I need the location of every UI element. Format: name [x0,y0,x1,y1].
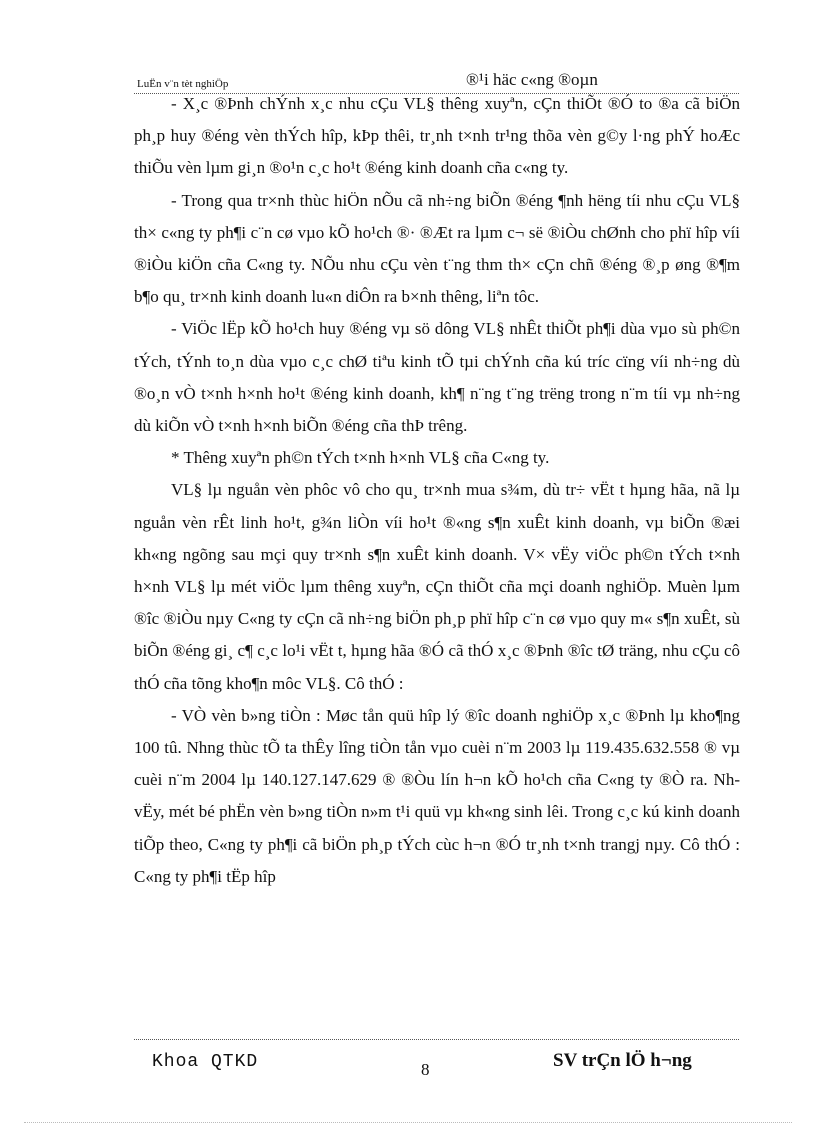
header-thesis-label: LuËn v¨n tèt nghiÖp [137,78,229,90]
paragraph: VL§ lµ nguån vèn phôc vô cho qu¸ tr×nh mua s¾m, dù tr÷ vËt t hµng hãa, nã lµ nguån vèn rÊt linh ho¹t, g¾n liÒn víi ho¹t ®«ng s¶n xuÊt kinh doanh, vµ biÕn ®æi kh«ng ngõng sau mçi quy tr×nh s¶n xuÊt kinh doanh. V× vËy viÖc ph©n tÝch t×nh h×nh VL§ lµ mét viÖc lµm thêng xuyªn, cÇn thiÕt cña mçi doanh nghiÖp. Muèn lµm ®îc ®iÒu nµy C«ng ty cÇn cã nh÷ng biÖn ph¸p phï hîp c¨n cø vµo quy m« s¶n xuÊt, sù biÕn ®éng gi¸ c¶ c¸c lo¹i vËt t, hµng hãa ®Ó cã thÓ x¸c ®Þnh ®îc tØ träng, nhu cÇu cô thÓ cña tõng kho¶n môc VL§. Cô thÓ : [134,480,740,693]
paragraph: * Thêng xuyªn ph©n tÝch t×nh h×nh VL§ cña C«ng ty. [171,448,550,468]
header-university-name: ®¹i häc c«ng ®oµn [466,70,598,89]
footer-faculty: Khoa QTKD [152,1052,259,1072]
footer-student-name: SV trÇn lÖ h¬ng [553,1050,692,1071]
paragraph: - ViÖc lËp kÕ ho¹ch huy ®éng vµ sö dông VL§ nhÊt thiÕt ph¶i dùa vµo sù ph©n tÝch, tÝnh to¸n dùa vµo c¸c chØ tiªu kinh tÕ tµi chÝnh cña kú tríc cïng víi nh÷ng dù ®o¸n vÒ t×nh h×nh ho¹t ®éng kinh doanh, kh¶ n¨ng t¨ng trëng trong n¨m tíi vµ nh÷ng dù kiÕn vÒ t×nh h×nh biÕn ®éng cña thÞ trêng. [134,319,740,436]
paragraph: - Trong qua tr×nh thùc hiÖn nÕu cã nh÷ng biÕn ®éng ¶nh hëng tíi nhu cÇu VL§ th× c«ng ty ph¶i c¨n cø vµo kÕ ho¹ch ®· ®Æt ra lµm c¬ së ®iÒu chØnh cho phï hîp víi ®iÒu kiÖn cña C«ng ty. NÕu nhu cÇu vèn t¨ng thm th× cÇn chñ ®éng ®¸p øng ®¶m b¶o qu¸ tr×nh kinh doanh lu«n diÔn ra b×nh thêng, liªn tôc. [134,190,740,307]
paragraph: - X¸c ®Þnh chÝnh x¸c nhu cÇu VL§ thêng xuyªn, cÇn thiÕt ®Ó to ®a cã biÖn ph¸p huy ®éng vèn thÝch hîp, kÞp thêi, tr¸nh t×nh tr¹ng thõa vèn g©y l·ng phÝ hoÆc thiÕu vèn lµm gi¸n ®o¹n c¸c ho¹t ®éng kinh doanh cña c«ng ty. [134,94,740,178]
footer-divider [134,1039,739,1040]
page-number: 8 [421,1060,430,1079]
paragraph: - VÒ vèn b»ng tiÒn : Møc tån quü hîp lý ®îc doanh nghiÖp x¸c ®Þnh lµ kho¶ng 100 tû. Nhng thùc tÕ ta thÊy lîng tiÒn tån vµo cuèi n¨m 2003 lµ 119.435.632.558 ® vµ cuèi n¨m 2004 lµ 140.127.147.629 ® ®Òu lín h¬n kÕ ho¹ch cña C«ng ty ®Ò ra. Nh vËy, mét bé phËn vèn b»ng tiÒn n»m t¹i quü vµ kh«ng sinh lêi. Trong c¸c kú kinh doanh tiÕp theo, C«ng ty ph¶i cã biÖn ph¸p tÝch cùc h¬n ®Ó tr¸nh t×nh trangj nµy. Cô thÓ : C«ng ty ph¶i tËp hîp [134,705,740,886]
body-text [134,88,740,893]
